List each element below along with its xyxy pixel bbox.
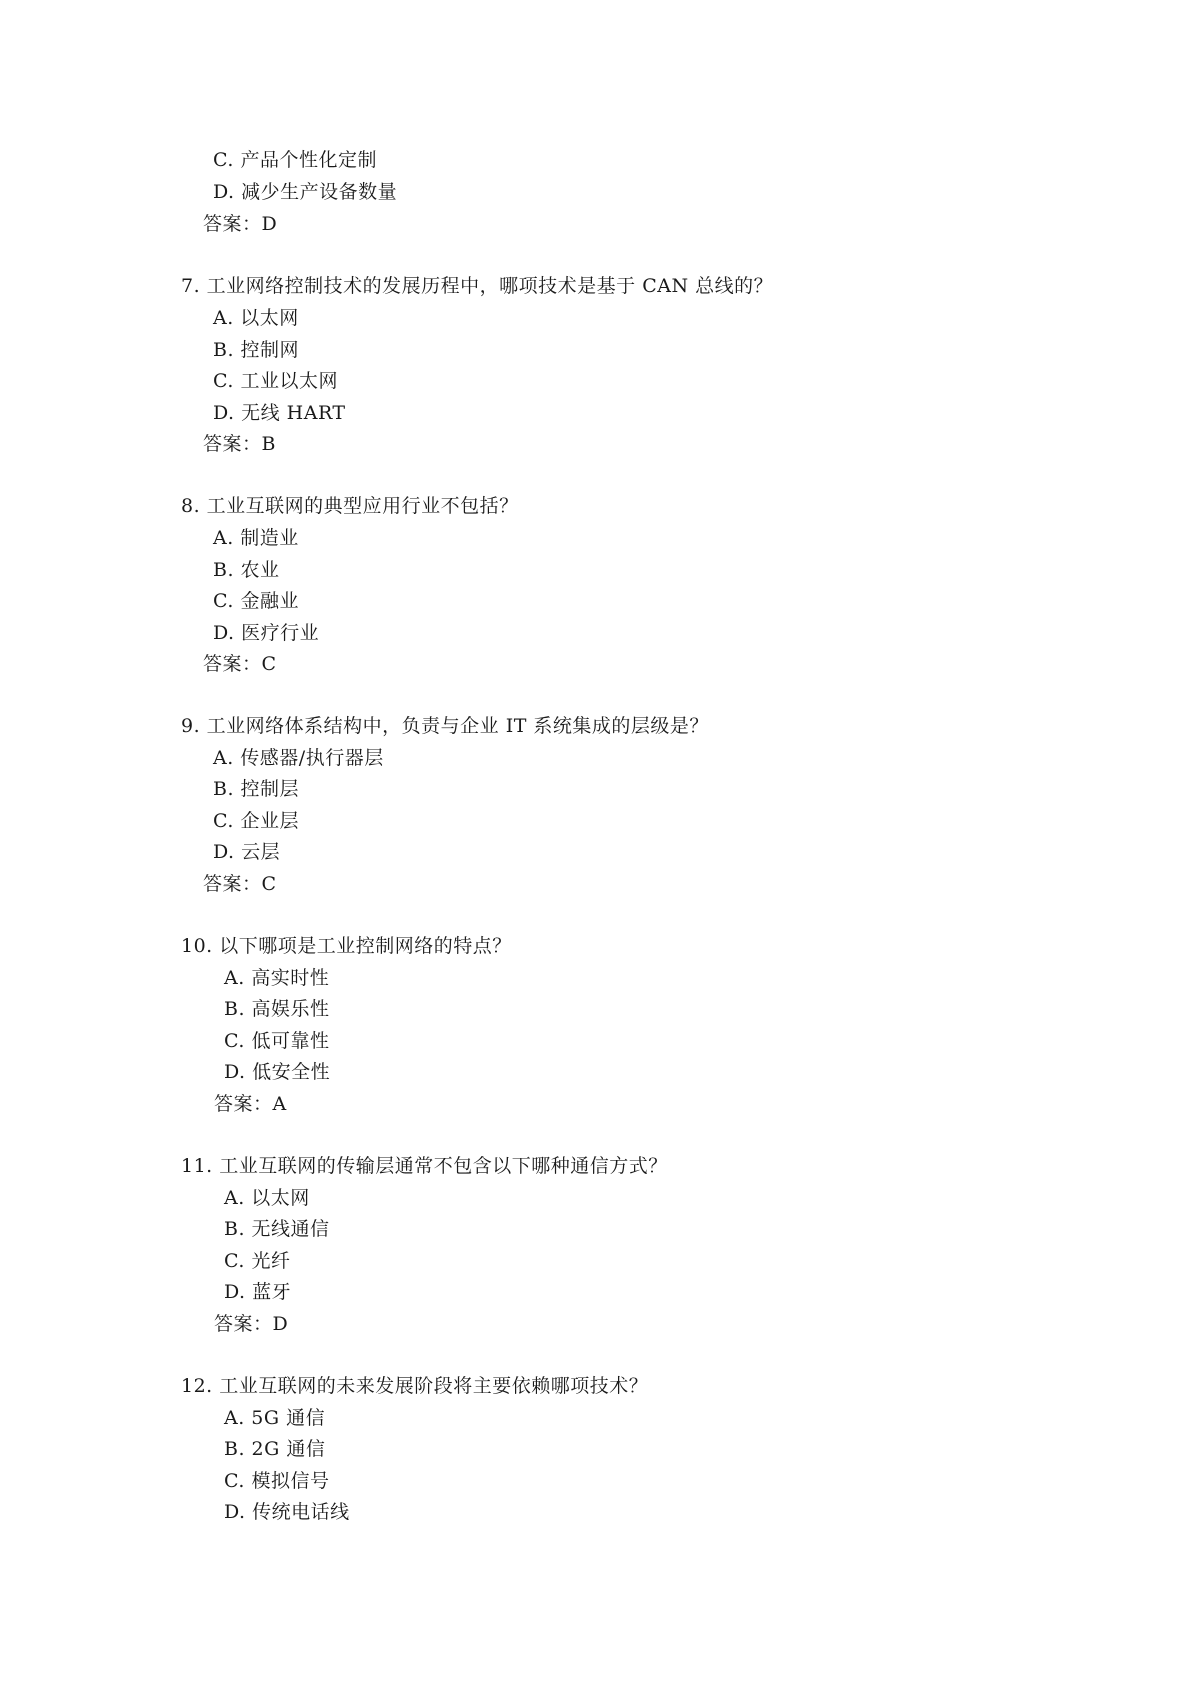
option-c: C. 低可靠性: [224, 1030, 330, 1052]
option-b: B. 控制层: [213, 778, 300, 800]
option-d: D. 医疗行业: [213, 622, 320, 644]
question-8: 8. 工业互联网的典型应用行业不包括？: [181, 495, 519, 517]
option-a: A. 以太网: [224, 1187, 310, 1209]
option-c: C. 工业以太网: [213, 370, 338, 392]
answer: 答案：C: [203, 873, 277, 895]
option-c: C. 光纤: [224, 1250, 291, 1272]
question-11: 11. 工业互联网的传输层通常不包含以下哪种通信方式？: [181, 1155, 668, 1177]
answer: 答案：A: [214, 1093, 287, 1115]
option-a: A. 传感器/执行器层: [213, 747, 384, 769]
option-b: B. 农业: [213, 559, 280, 581]
option-a: A. 制造业: [213, 527, 299, 549]
question-9: 9. 工业网络体系结构中，负责与企业 IT 系统集成的层级是？: [181, 715, 709, 737]
option-d: D. 减少生产设备数量: [213, 181, 398, 203]
option-c: C. 模拟信号: [224, 1470, 330, 1492]
option-d: D. 低安全性: [224, 1061, 331, 1083]
question-10: 10. 以下哪项是工业控制网络的特点？: [181, 935, 512, 957]
answer: 答案：D: [214, 1313, 289, 1335]
answer: 答案：B: [203, 433, 276, 455]
option-d: D. 无线 HART: [213, 402, 346, 424]
option-b: B. 控制网: [213, 339, 300, 361]
option-b: B. 高娱乐性: [224, 998, 330, 1020]
option-c: C. 产品个性化定制: [213, 149, 377, 171]
option-a: A. 以太网: [213, 307, 299, 329]
option-d: D. 云层: [213, 841, 281, 863]
answer: 答案：C: [203, 653, 277, 675]
option-b: B. 无线通信: [224, 1218, 330, 1240]
option-a: A. 高实时性: [224, 967, 330, 989]
option-a: A. 5G 通信: [224, 1407, 326, 1429]
option-d: D. 传统电话线: [224, 1501, 350, 1523]
option-d: D. 蓝牙: [224, 1281, 292, 1303]
option-c: C. 企业层: [213, 810, 299, 832]
answer: 答案：D: [203, 213, 278, 235]
question-7: 7. 工业网络控制技术的发展历程中，哪项技术是基于 CAN 总线的？: [181, 275, 774, 297]
question-12: 12. 工业互联网的未来发展阶段将主要依赖哪项技术？: [181, 1375, 649, 1397]
option-c: C. 金融业: [213, 590, 299, 612]
option-b: B. 2G 通信: [224, 1438, 326, 1460]
